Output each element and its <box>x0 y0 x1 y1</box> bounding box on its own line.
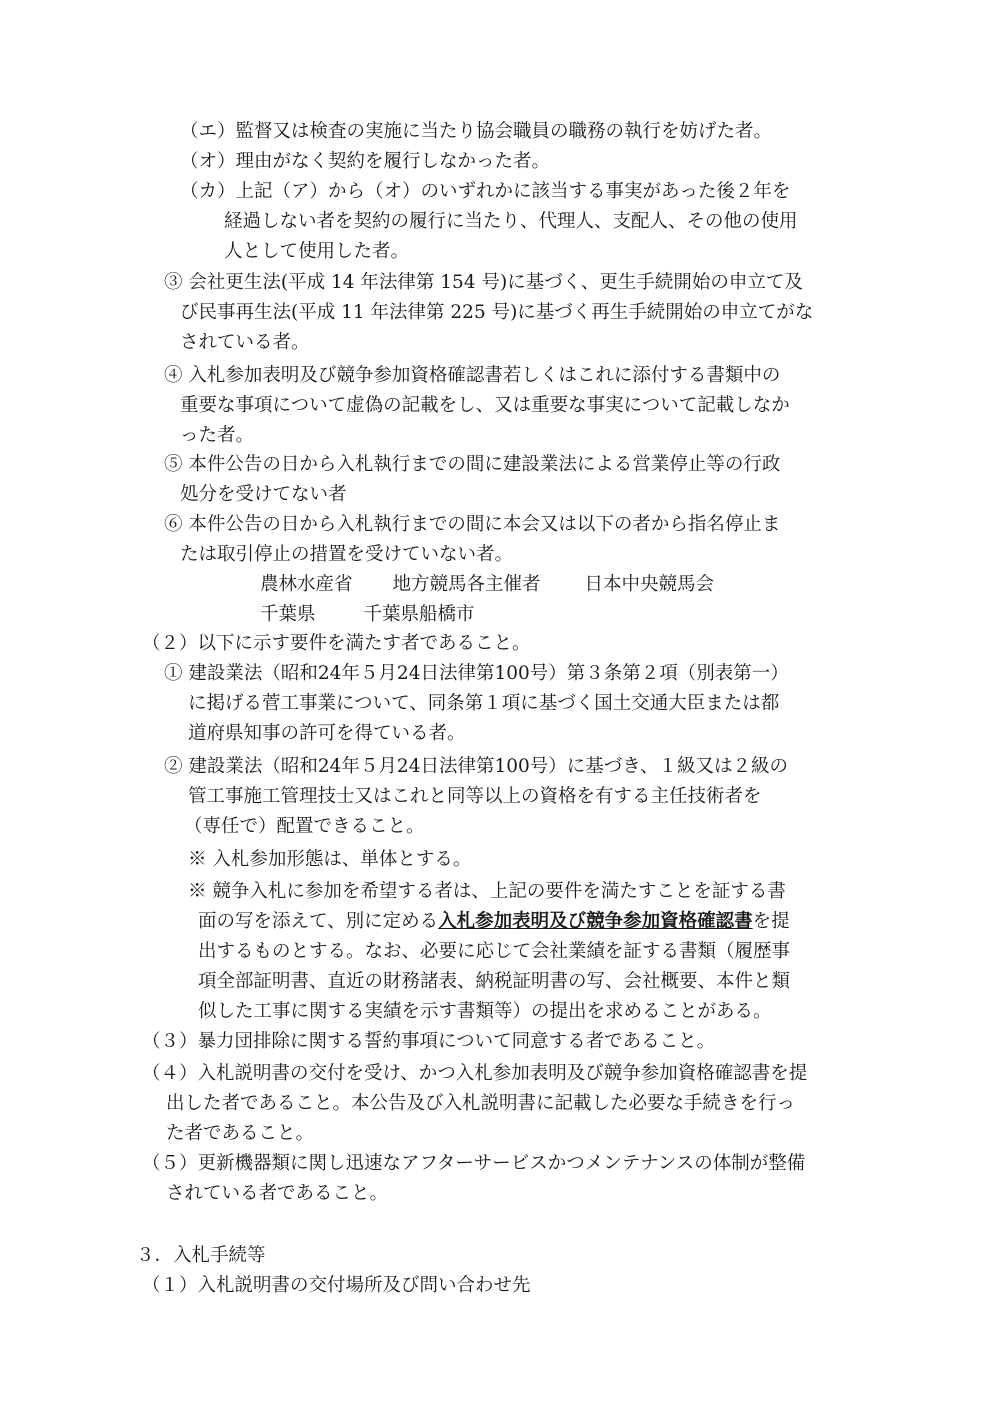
org-funabashi: 千葉県船橋市 <box>363 604 475 625</box>
note2-line3: 出するものとする。なお、必要に応じて会社業績を証する書類（履歴事 <box>198 941 791 962</box>
note2-line2-pre: 面の写を添えて、別に定める <box>198 911 439 932</box>
section2-5-line1: （５）更新機器類に関し迅速なアフターサービスかつメンテナンスの体制が整備 <box>142 1153 806 1174</box>
item3-line1: ③ 会社更生法(平成 14 年法律第 154 号)に基づく、更生手続開始の申立て及 <box>164 272 803 293</box>
note2-line1: ※ 競争入札に参加を希望する者は、上記の要件を満たすことを証する書 <box>188 881 786 902</box>
section2-4-line3: た者であること。 <box>166 1123 315 1144</box>
req1-line3: 道府県知事の許可を得ている者。 <box>188 723 466 744</box>
item6-line1: ⑥ 本件公告の日から入札執行までの間に本会又は以下の者から指名停止ま <box>164 514 781 535</box>
item5-line2: 処分を受けてない者 <box>180 484 347 505</box>
note2-line4: 項全部証明書、直近の財務諸表、納税証明書の写、会社概要、本件と類 <box>198 971 791 992</box>
item5-line1: ⑤ 本件公告の日から入札執行までの間に建設業法による営業停止等の行政 <box>164 454 781 475</box>
item4-line2: 重要な事項について虚偽の記載をし、又は重要な事実について記載しなか <box>180 395 790 416</box>
note1: ※ 入札参加形態は、単体とする。 <box>188 849 472 870</box>
note2-line5: 似した工事に関する実績を示す書類等）の提出を求めることがある。 <box>198 1001 772 1022</box>
req1-line2: に掲げる菅工事業について、同条第１項に基づく国土交通大臣または都 <box>188 693 780 714</box>
section3-heading: ３．入札手続等 <box>136 1245 266 1266</box>
req1-line1: ① 建設業法（昭和24年５月24日法律第100号）第３条第２項（別表第一） <box>164 663 789 684</box>
org-chiba-pref: 千葉県 <box>260 604 316 625</box>
section3-sub1: （１）入札説明書の交付場所及び問い合わせ先 <box>142 1275 531 1296</box>
note2-line2 <box>198 910 790 934</box>
section2-4-line2: 出した者であること。本公告及び入札説明書に記載した必要な手続きを行っ <box>166 1093 796 1114</box>
section2-2-heading: （２）以下に示す要件を満たす者であること。 <box>142 633 531 654</box>
org-jra: 日本中央競馬会 <box>584 574 715 595</box>
item4-line3: った者。 <box>180 425 255 446</box>
item-ka-line3: 人として使用した者。 <box>224 241 410 262</box>
section2-4-line1: （４）入札説明書の交付を受け、かつ入札参加表明及び競争参加資格確認書を提 <box>142 1063 808 1084</box>
section2-5-line2: されている者であること。 <box>166 1183 389 1204</box>
note2-line2-post: を提 <box>752 911 790 932</box>
item-ka-line1: （カ）上記（ア）から（オ）のいずれかに該当する事実があった後２年を <box>180 181 791 202</box>
item3-line2: び民事再生法(平成 11 年法律第 225 号)に基づく再生手続開始の申立てがな <box>180 302 814 323</box>
form-title-emphasis: 入札参加表明及び競争参加資格確認書 <box>438 911 753 932</box>
section2-3-line1: （３）暴力団排除に関する誓約事項について同意する者であること。 <box>142 1031 716 1052</box>
req2-line2: 管工事施工管理技士又はこれと同等以上の資格を有する主任技術者を <box>188 786 762 807</box>
item3-line3: されている者。 <box>180 332 310 353</box>
org-local-racing: 地方競馬各主催者 <box>392 574 541 595</box>
item6-line2: たは取引停止の措置を受けていない者。 <box>180 544 514 565</box>
org-maff: 農林水産省 <box>260 574 353 595</box>
req2-line3: （専任で）配置できること。 <box>184 816 425 837</box>
item-e-line: （エ）監督又は検査の実施に当たり協会職員の職務の執行を妨げた者。 <box>180 121 773 142</box>
org-row1 <box>260 573 714 597</box>
req2-line1: ② 建設業法（昭和24年５月24日法律第100号）に基づき、１級又は２級の <box>164 756 789 777</box>
org-row2 <box>260 603 475 627</box>
item-ka-line2: 経過しない者を契約の履行に当たり、代理人、支配人、その他の使用 <box>224 211 798 232</box>
item4-line1: ④ 入札参加表明及び競争参加資格確認書若しくはこれに添付する書類中の <box>164 365 781 386</box>
item-o-line: （オ）理由がなく契約を履行しなかった者。 <box>180 151 551 172</box>
